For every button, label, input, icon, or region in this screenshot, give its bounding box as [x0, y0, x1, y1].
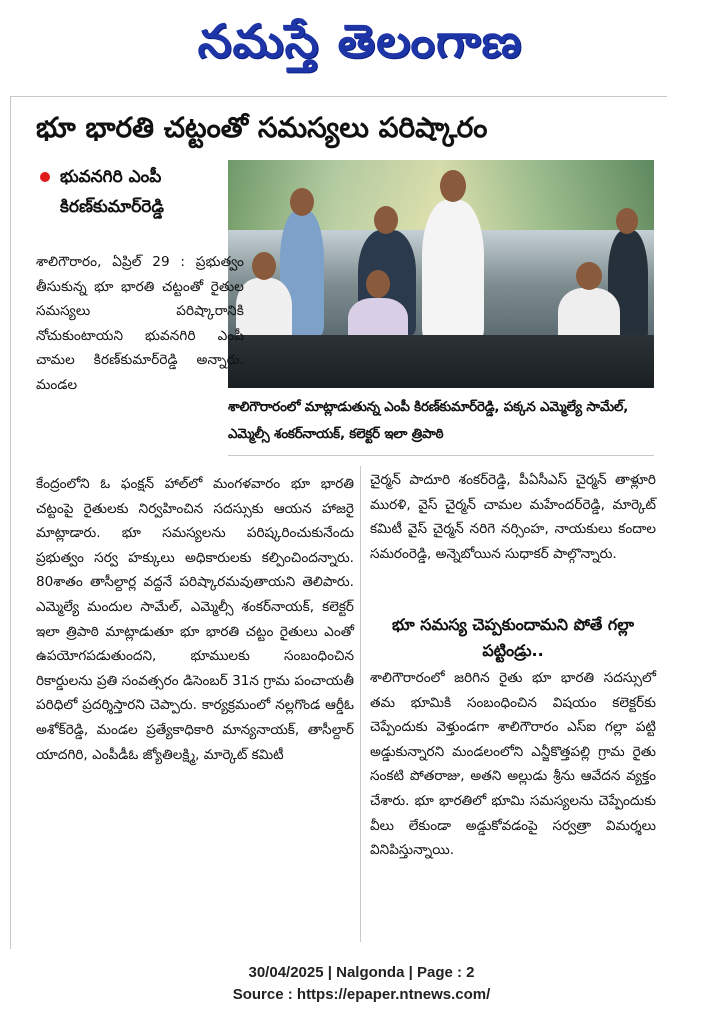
- body-paragraph: కేంద్రంలోని ఓ ఫంక్షన్ హాల్‌లో మంగళవారం భూ భారతి చట్టంపై రైతులకు నిర్వహించిన సదస్సుకు ఆయన హాజరై మాట్లాడారు. భూ సమస్యలను పరిష్కరించుకునేందు ప్రభుత్వం సర్వ హక్కులు అధికారులకు కల్పించిందన్నారు. 80శాతం తాసీల్దార్ల వద్దనే పరిష్కారమవుతాయని తెలిపారు. ఎమ్మెల్యే మందుల సామేల్, ఎమ్మెల్సీ శంకర్‌నాయక్, కలెక్టర్ ఇలా త్రిపాఠి మాట్లాడుతూ భూ భారతి చట్టం రైతులు ఎంతో ఉపయోగపడుతుందని, భూములకు సంబంధించిన రికార్డులను ప్రతి సంవత్సరం డిసెంబర్ 31న గ్రామ పంచాయతీ పరిధిలో ప్రదర్శిస్తారని చెప్పారు. కార్యక్రమంలో నల్లగొండ ఆర్డీఓ అశోక్‌రెడ్డి, మండల ప్రత్యేకాధికారి మాన్యనాయక్, తాసీల్దార్ యాదగిరి, ఎంపీడీఓ జ్యోతిలక్ష్మి, మార్కెట్ కమిటీ: [36, 476, 354, 763]
- masthead-title: నమస్తే తెలంగాణ: [197, 14, 523, 68]
- body-paragraph: శాలిగౌరారం, ఏప్రిల్ 29 : ప్రభుత్వం తీసుకున్న భూ భారతి చట్టంతో రైతుల సమస్యలు పరిష్కారానికి నోచుకుంటాయని భువనగిరి ఎంపీ చామల కిరణ్‌కుమార్‌రెడ్డి అన్నారు. మండల: [36, 254, 244, 393]
- byline-line2: కిరణ్‌కుమార్‌రెడ్డి: [60, 197, 164, 217]
- body-column-1-continued: [36, 472, 354, 767]
- column-divider: [360, 466, 361, 942]
- body-column-3: [370, 666, 656, 863]
- photo-person-head: [616, 208, 638, 234]
- sub-headline: భూ సమస్య చెప్పకుందామని పోతే గల్లా పట్టిండ్రు..: [392, 615, 634, 660]
- photo-person: [422, 200, 484, 340]
- photo-person-head: [252, 252, 276, 280]
- photo-person-head: [374, 206, 398, 234]
- article-photo: [228, 160, 654, 388]
- photo-person-head: [440, 170, 466, 202]
- footer-date-edition: 30/04/2025 | Nalgonda | Page : 2: [248, 964, 475, 981]
- body-paragraph: శాలిగౌరారంలో జరిగిన రైతు భూ భారతి సదస్సులో తమ భూమికి సంబంధించిన విషయం కలెక్టర్‌కు చెప్పేందుకు వెళ్తుండగా శాలిగౌరారం ఎస్ఐ గల్లా పట్టి అడ్డుకున్నారని మండలంలోని ఎన్జీకొత్తపల్లి గ్రామ రైతు సంకటి పోతరాజు, అతని అల్లుడు శ్రీను ఆవేదన వ్యక్తం చేశారు. భూ భారతిలో భూమి సమస్యలను చెప్పేందుకు వీలు లేకుండా అడ్డుకోవడంపై సర్వత్రా విమర్శలు వినిపిస్తున్నాయి.: [370, 670, 656, 859]
- page-footer: [0, 962, 723, 1006]
- body-column-1: [36, 250, 244, 397]
- body-paragraph: చైర్మన్ పాదూరి శంకర్‌రెడ్డి, పీఏసీఎస్ చైర్మన్ తాళ్లూరి మురళి, వైస్ చైర్మన్ చామల మహేందర్‌రెడ్డి, మార్కెట్ కమిటీ వైస్ చైర్మన్ నరిగె నర్సింహ, నాయకులు కందాల సమరంరెడ్డి, అన్నెబోయిన సుధాకర్ పాల్గొన్నారు.: [370, 472, 656, 562]
- photo-table: [228, 335, 654, 388]
- photo-person-head: [366, 270, 390, 298]
- body-column-2: [370, 468, 656, 566]
- photo-person-head: [290, 188, 314, 216]
- caption-divider: [228, 455, 654, 456]
- photo-person-head: [576, 262, 602, 290]
- footer-source: Source : https://epaper.ntnews.com/: [232, 986, 491, 1003]
- article-headline: భూ భారతి చట్టంతో సమస్యలు పరిష్కారం: [36, 111, 488, 144]
- article-byline: [40, 162, 230, 222]
- photo-caption: శాలిగౌరారంలో మాట్లాడుతున్న ఎంపీ కిరణ్‌కుమార్‌రెడ్డి, పక్కన ఎమ్మెల్యే సామేల్, ఎమ్మెల్సీ శంకర్‌నాయక్, కలెక్టర్ ఇలా త్రిపాఠి: [228, 400, 629, 442]
- bullet-icon: [40, 172, 50, 182]
- byline-line1: భువనగిరి ఎంపీ: [60, 167, 162, 187]
